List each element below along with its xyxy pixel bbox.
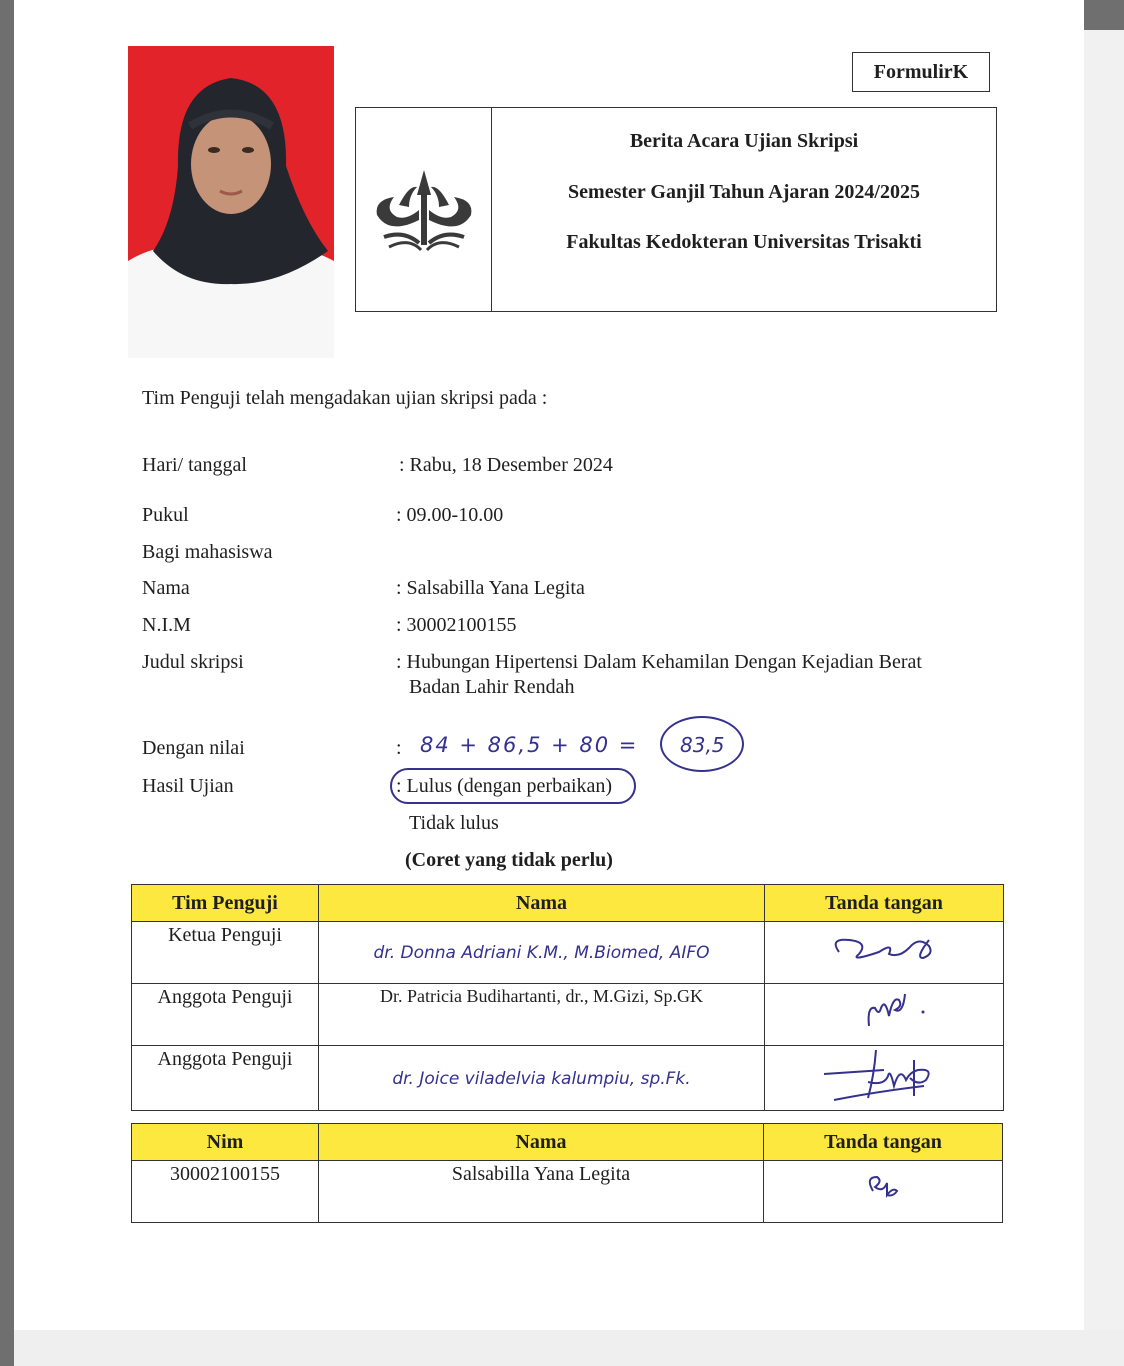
signature-cell (765, 984, 1004, 1046)
examiner-name (319, 1046, 765, 1111)
header-nim: Nim (132, 1124, 319, 1161)
nama-label: Nama (142, 577, 190, 599)
judul-label: Judul skripsi (142, 651, 244, 673)
table-row (132, 984, 1004, 1046)
examiner-table (131, 884, 1004, 1111)
nama-value: : Salsabilla Yana Legita (396, 577, 585, 599)
page-bottom-shade (14, 1330, 1124, 1366)
signature-icon (819, 928, 949, 972)
judul-value-line1: : Hubungan Hipertensi Dalam Kehamilan Dengan Kejadian Berat (396, 651, 922, 673)
examiner-name: Dr. Patricia Budihartanti, dr., M.Gizi, Sp.GK (319, 984, 765, 1046)
header-tanda-tangan: Tanda tangan (765, 885, 1004, 922)
hasil-option-lulus: : Lulus (dengan perbaikan) (396, 775, 613, 797)
faculty-title: Fakultas Kedokteran Universitas Trisakti (566, 231, 922, 253)
table-row (132, 922, 1004, 984)
table-row (132, 1161, 1003, 1223)
judul-value-line2: Badan Lahir Rendah (409, 676, 575, 698)
university-logo (356, 108, 492, 311)
nim-label: N.I.M (142, 614, 191, 636)
examiner-name-handwritten: dr. Donna Adriani K.M., M.Biomed, AIFO (373, 943, 710, 963)
signature-cell (765, 1046, 1004, 1111)
table-row (132, 1046, 1004, 1111)
examiner-name (319, 922, 765, 984)
document-header (355, 107, 997, 312)
signature-icon (819, 986, 949, 1038)
header-nama: Nama (319, 1124, 764, 1161)
examiner-role: Ketua Penguji (132, 922, 319, 984)
student-table (131, 1123, 1003, 1223)
bagi-label: Bagi mahasiswa (142, 541, 273, 563)
examiner-role: Anggota Penguji (132, 1046, 319, 1111)
signature-cell (765, 922, 1004, 984)
trisakti-logo-icon (369, 165, 479, 255)
pukul-value: : 09.00-10.00 (396, 504, 504, 526)
viewer-scroll-area (1084, 30, 1124, 1366)
hasil-option-tidak-lulus: Tidak lulus (409, 812, 499, 834)
header-tanda-tangan: Tanda tangan (764, 1124, 1003, 1161)
student-nim: 30002100155 (132, 1161, 319, 1223)
nilai-result: 83,5 (680, 733, 725, 757)
student-photo (128, 46, 334, 358)
examiner-name-handwritten: dr. Joice viladelvia kalumpiu, sp.Fk. (392, 1068, 691, 1089)
hari-label: Hari/ tanggal (142, 454, 247, 476)
signature-icon (853, 1167, 913, 1201)
nim-value: : 30002100155 (396, 614, 517, 636)
examiner-role: Anggota Penguji (132, 984, 319, 1046)
signature-icon (814, 1046, 954, 1104)
student-name: Salsabilla Yana Legita (319, 1161, 764, 1223)
hari-value: : Rabu, 18 Desember 2024 (399, 454, 613, 476)
hasil-label: Hasil Ujian (142, 775, 234, 797)
pukul-label: Pukul (142, 504, 189, 526)
intro-text: Tim Penguji telah mengadakan ujian skripsi pada : (142, 387, 548, 409)
coret-note: (Coret yang tidak perlu) (405, 849, 613, 871)
signature-cell (764, 1161, 1003, 1223)
nilai-colon: : (396, 737, 402, 759)
nilai-label: Dengan nilai (142, 737, 245, 759)
document-title: Berita Acara Ujian Skripsi (629, 130, 859, 152)
header-tim-penguji: Tim Penguji (132, 885, 319, 922)
semester-title: Semester Ganjil Tahun Ajaran 2024/2025 (568, 181, 920, 203)
form-code-box: FormulirK (852, 52, 990, 92)
header-nama: Nama (319, 885, 765, 922)
nilai-handwritten: 84 + 86,5 + 80 = (420, 733, 639, 757)
